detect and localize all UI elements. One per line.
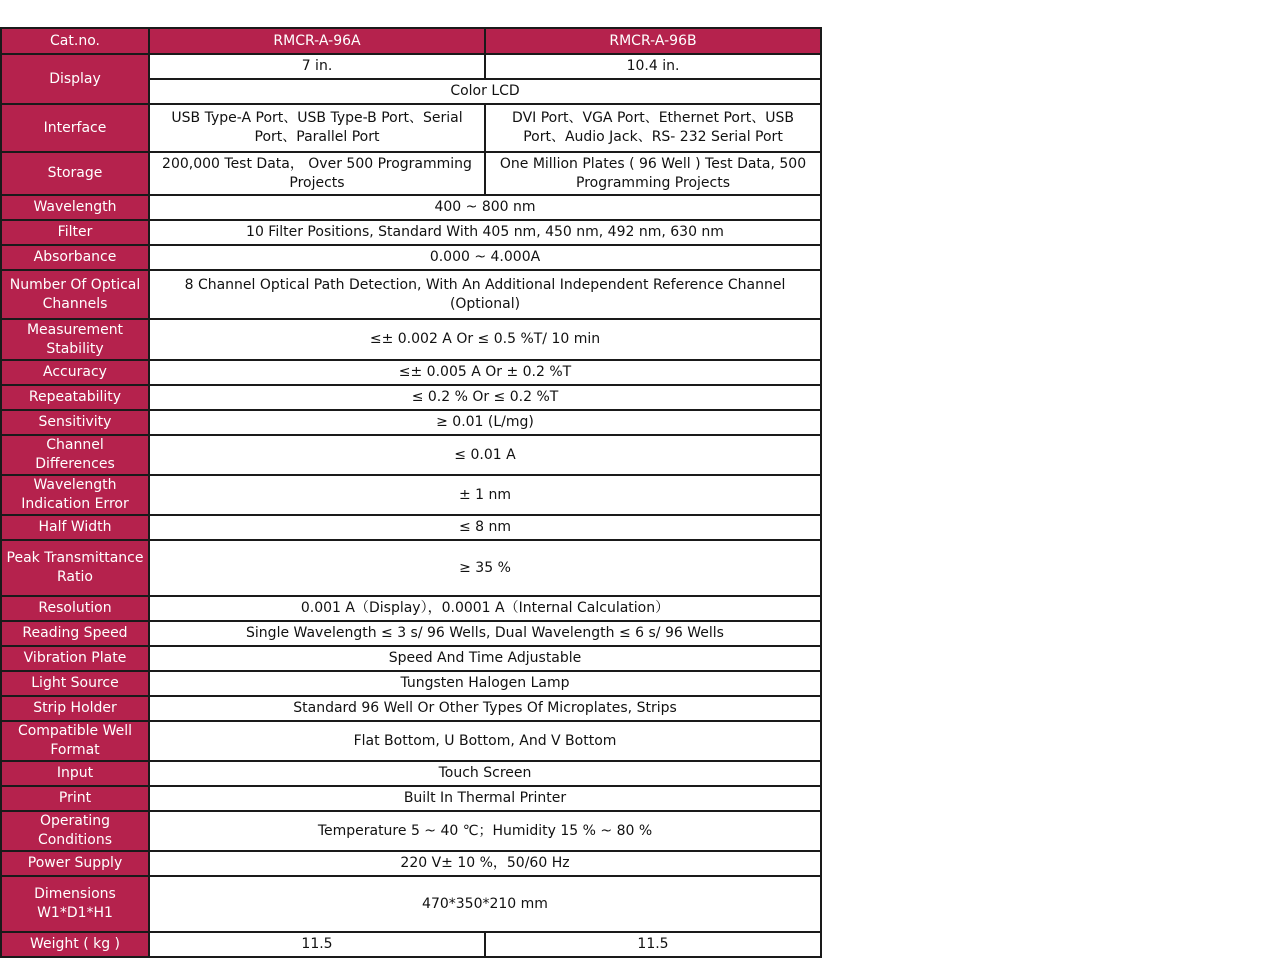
spec-row [1,410,821,435]
spec-row [1,671,821,696]
spec-row [1,360,821,385]
spec-label: Sensitivity [1,410,149,435]
spec-row [1,245,821,270]
header-model-a: RMCR-A-96A [149,28,485,54]
spec-label: Strip Holder [1,696,149,721]
spec-value: 0.001 A（Display），0.0001 A（Internal Calculation） [149,596,821,621]
spec-value: Touch Screen [149,761,821,786]
spec-label: Half Width [1,515,149,540]
spec-row [1,621,821,646]
weight-row [1,932,821,957]
spec-row [1,270,821,319]
spec-row [1,540,821,596]
spec-value: Tungsten Halogen Lamp [149,671,821,696]
storage-label: Storage [1,152,149,195]
spec-row [1,319,821,360]
spec-value: 8 Channel Optical Path Detection, With An Additional Independent Reference Channel (Optional) [149,270,821,319]
spec-label: Input [1,761,149,786]
header-row [1,28,821,54]
spec-value: ± 1 nm [149,475,821,515]
spec-label: Number Of Optical Channels [1,270,149,319]
spec-value: ≤± 0.005 A Or ± 0.2 %T [149,360,821,385]
spec-value: ≥ 0.01 (L/mg) [149,410,821,435]
header-label: Cat.no. [1,28,149,54]
spec-label: Wavelength Indication Error [1,475,149,515]
spec-label: Peak Transmittance Ratio [1,540,149,596]
spec-label: Operating Conditions [1,811,149,851]
spec-row [1,851,821,876]
interface-label: Interface [1,104,149,152]
header-model-b: RMCR-A-96B [485,28,821,54]
spec-row [1,220,821,245]
display-shared-value: Color LCD [149,79,821,104]
spec-value: 220 V± 10 %，50/60 Hz [149,851,821,876]
spec-rows [1,195,821,932]
spec-label: Print [1,786,149,811]
spec-value: Flat Bottom, U Bottom, And V Bottom [149,721,821,761]
storage-value-b: One Million Plates ( 96 Well ) Test Data, 500 Programming Projects [485,152,821,195]
spec-label: Filter [1,220,149,245]
spec-label: Compatible Well Format [1,721,149,761]
spec-row [1,811,821,851]
spec-value: ≤± 0.002 A Or ≤ 0.5 %T/ 10 min [149,319,821,360]
spec-value: ≤ 0.01 A [149,435,821,475]
spec-row [1,515,821,540]
spec-row [1,696,821,721]
spec-value: Single Wavelength ≤ 3 s/ 96 Wells, Dual Wavelength ≤ 6 s/ 96 Wells [149,621,821,646]
spec-row [1,721,821,761]
spec-row [1,596,821,621]
spec-value: Temperature 5 ~ 40 ℃；Humidity 15 % ~ 80 % [149,811,821,851]
spec-value: ≥ 35 % [149,540,821,596]
spec-label: Power Supply [1,851,149,876]
weight-label: Weight ( kg ) [1,932,149,957]
spec-value: Speed And Time Adjustable [149,646,821,671]
spec-row [1,761,821,786]
storage-row [1,152,821,195]
spec-label: Channel Differences [1,435,149,475]
spec-value: 470*350*210 mm [149,876,821,932]
spec-label: Measurement Stability [1,319,149,360]
storage-value-a: 200,000 Test Data， Over 500 Programming Projects [149,152,485,195]
spec-value: 10 Filter Positions, Standard With 405 nm, 450 nm, 492 nm, 630 nm [149,220,821,245]
weight-value-a: 11.5 [149,932,485,957]
display-row [1,54,821,79]
spec-value: 0.000 ~ 4.000A [149,245,821,270]
spec-table [0,27,822,958]
spec-label: Vibration Plate [1,646,149,671]
spec-label: Repeatability [1,385,149,410]
spec-value: ≤ 8 nm [149,515,821,540]
interface-value-b: DVI Port、VGA Port、Ethernet Port、USB Port、Audio Jack、RS- 232 Serial Port [485,104,821,152]
spec-label: Wavelength [1,195,149,220]
spec-row [1,876,821,932]
spec-row [1,435,821,475]
spec-label: Absorbance [1,245,149,270]
spec-label: Reading Speed [1,621,149,646]
spec-row [1,195,821,220]
spec-value: ≤ 0.2 % Or ≤ 0.2 %T [149,385,821,410]
spec-value: Built In Thermal Printer [149,786,821,811]
spec-label: Resolution [1,596,149,621]
spec-value: 400 ~ 800 nm [149,195,821,220]
display-value-a: 7 in. [149,54,485,79]
spec-label: Accuracy [1,360,149,385]
spec-label: Dimensions W1*D1*H1 [1,876,149,932]
spec-label: Light Source [1,671,149,696]
display-label: Display [1,54,149,104]
display-value-b: 10.4 in. [485,54,821,79]
interface-row [1,104,821,152]
spec-value: Standard 96 Well Or Other Types Of Microplates, Strips [149,696,821,721]
spec-row [1,385,821,410]
weight-value-b: 11.5 [485,932,821,957]
interface-value-a: USB Type-A Port、USB Type-B Port、Serial Port、Parallel Port [149,104,485,152]
spec-row [1,475,821,515]
spec-row [1,646,821,671]
spec-row [1,786,821,811]
